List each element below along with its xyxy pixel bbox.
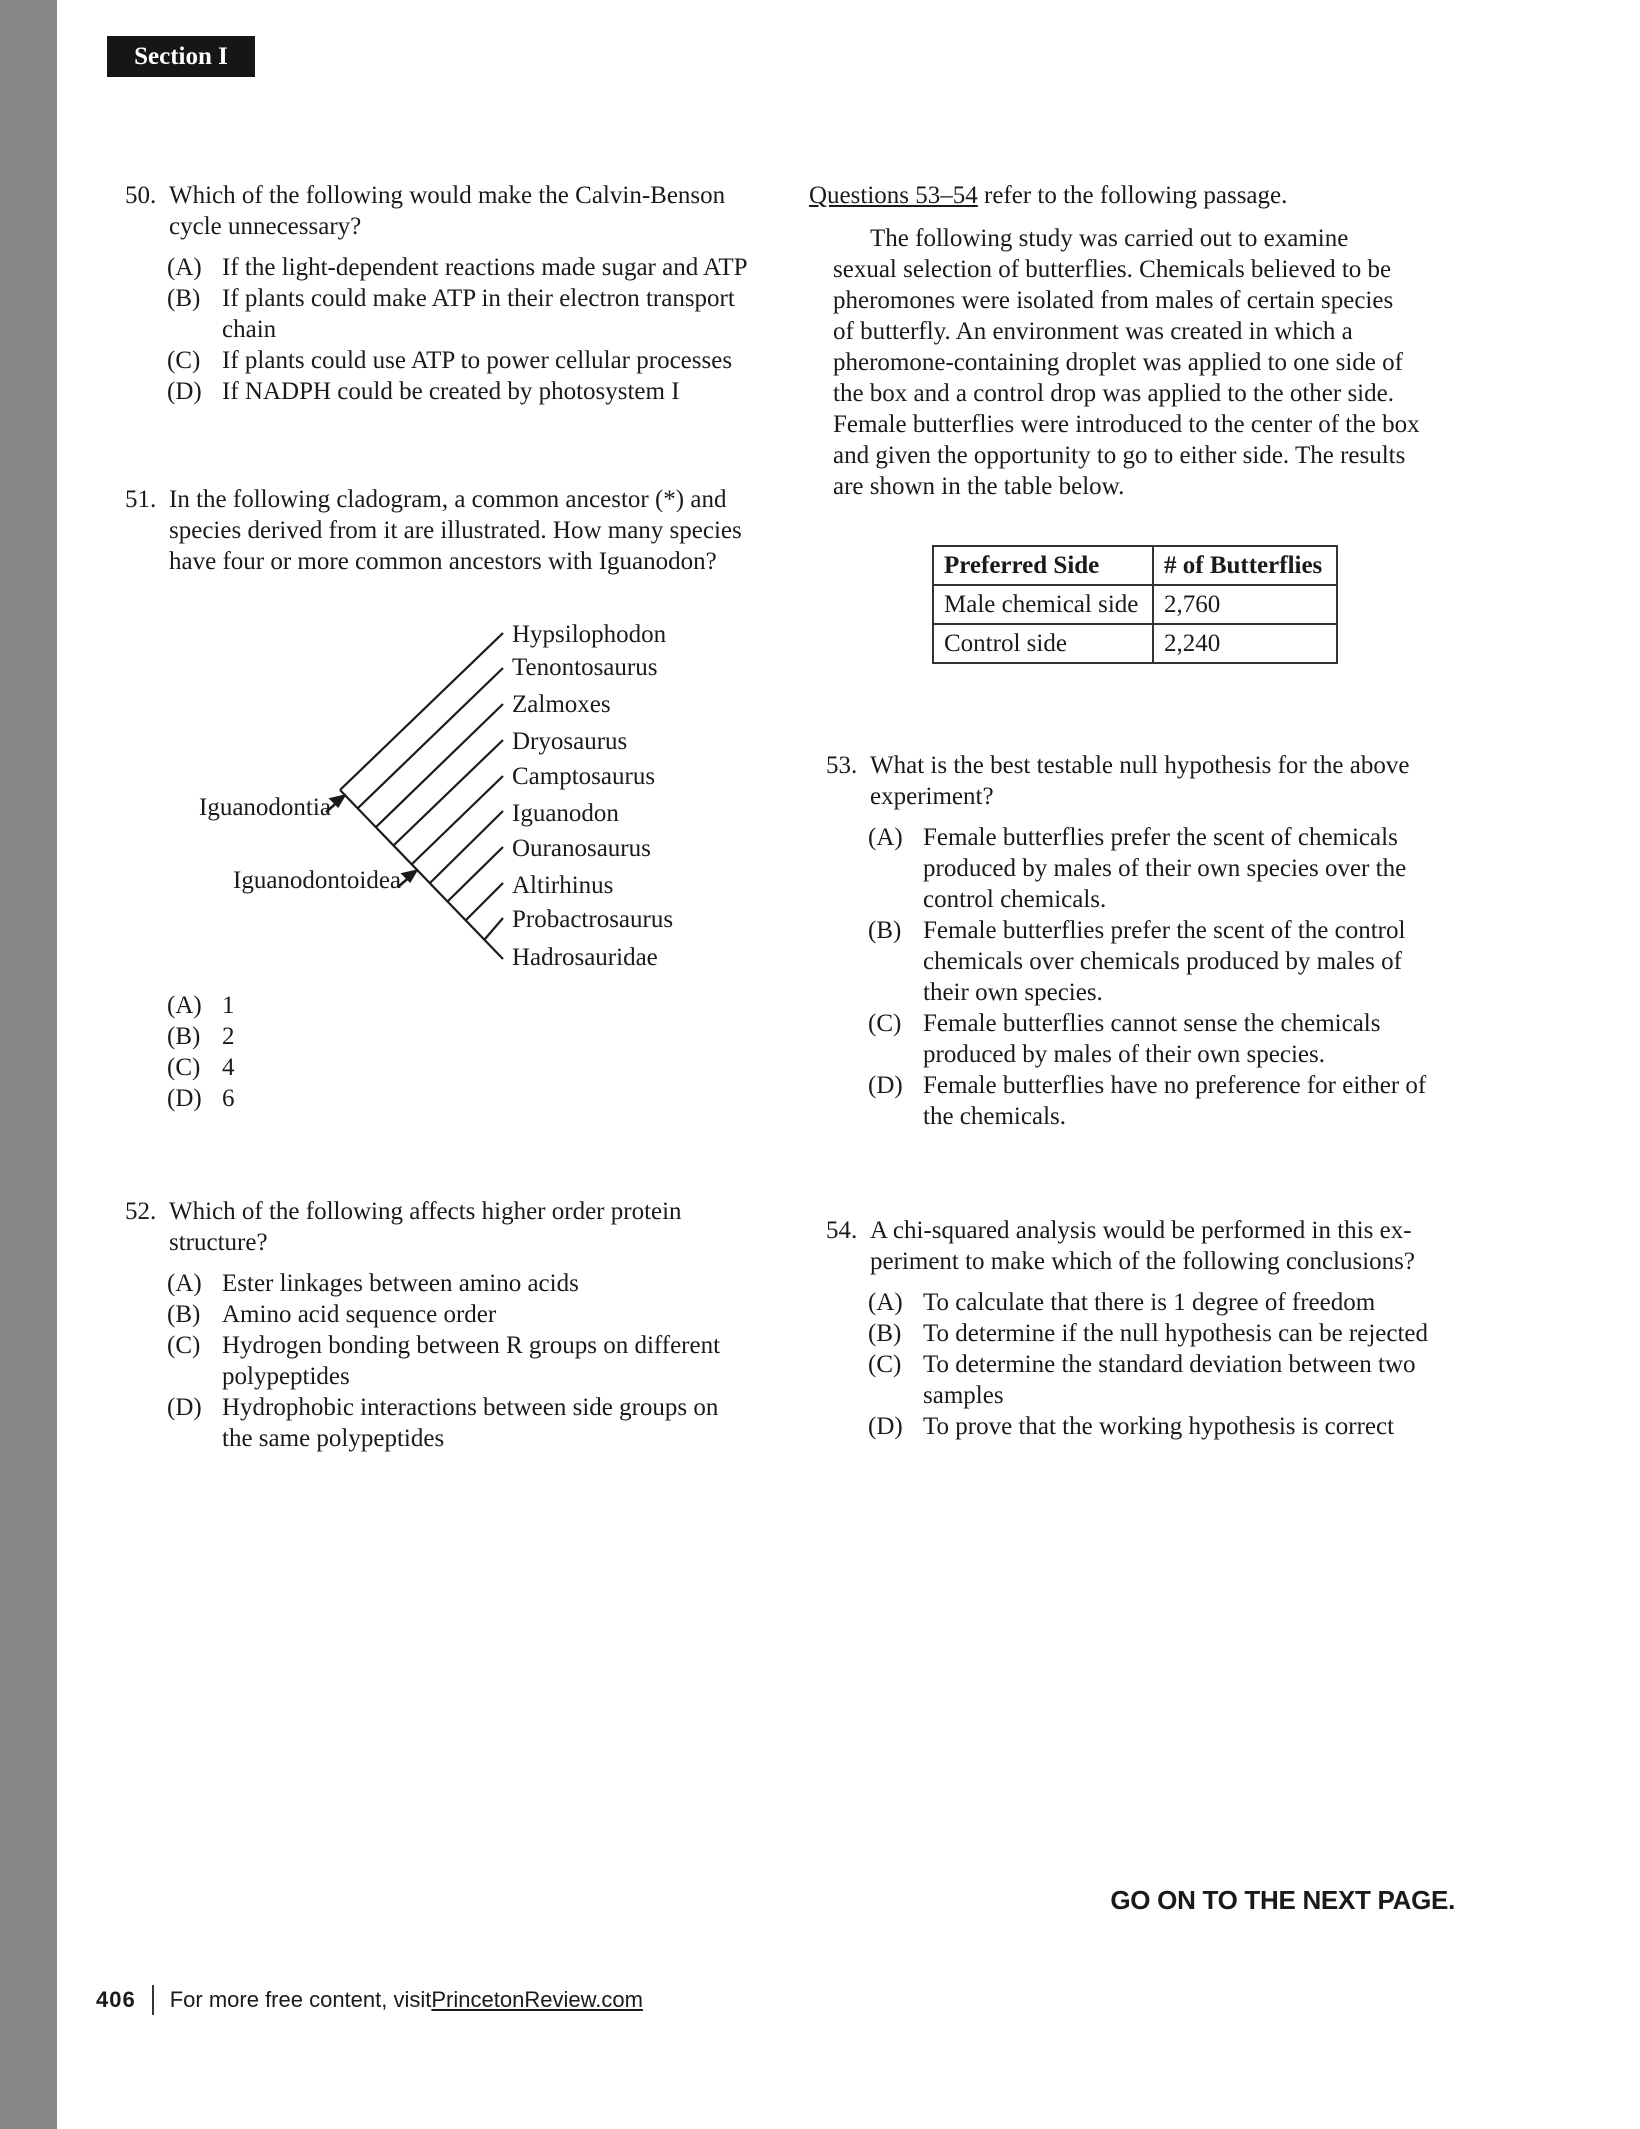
question-number: 54. (826, 1217, 858, 1244)
question-number: 50. (125, 182, 157, 209)
taxon-label: Hadrosauridae (512, 944, 658, 971)
cladogram (180, 600, 700, 980)
page-number: 406 (96, 1987, 136, 2012)
option-b[interactable]: (B) 2 (167, 1023, 235, 1050)
option-a[interactable]: (A) 1 (167, 992, 235, 1019)
question-stem: 51. In the following cladogram, a common ancestor (*) and species derived from it are illustrated. How many species have four or more common ancestors with Iguanodon? (125, 486, 742, 575)
option-a[interactable]: (A) Female butterflies prefer the scent of chemicals produced by males of their own species over the control chemicals. (868, 824, 1407, 913)
taxon-label: Ouranosaurus (512, 835, 651, 862)
page-footer (96, 1985, 643, 2015)
footer-divider (152, 1985, 154, 2015)
section-label: Section I (107, 36, 255, 77)
option-c[interactable]: (C) To determine the standard deviation between two samples (868, 1351, 1416, 1409)
question-52 (125, 1196, 785, 1454)
taxon-label: Iguanodon (512, 800, 619, 827)
table-row: Male chemical side 2,760 (933, 585, 1337, 624)
next-page-notice: GO ON TO THE NEXT PAGE. (1110, 1885, 1455, 1915)
question-stem: 52. Which of the following affects higher order protein structure? (125, 1198, 682, 1256)
option-d[interactable]: (D) If NADPH could be created by photosystem I (167, 378, 680, 405)
taxon-label: Dryosaurus (512, 728, 628, 755)
question-number: 51. (125, 486, 157, 513)
option-c[interactable]: (C) 4 (167, 1054, 235, 1081)
question-stem: 54. A chi-squared analysis would be performed in this ex- periment to make which of the following conclusions? (826, 1217, 1416, 1275)
option-a[interactable]: (A) Ester linkages between amino acids (167, 1270, 579, 1297)
question-51 (125, 484, 785, 577)
question-53 (826, 750, 1486, 1132)
table-row: Control side 2,240 (933, 624, 1337, 663)
option-d[interactable]: (D) Hydrophobic interactions between side groups on the same polypeptides (167, 1394, 719, 1452)
taxon-label: Camptosaurus (512, 763, 656, 790)
taxon-label: Probactrosaurus (512, 906, 674, 933)
option-b[interactable]: (B) Female butterflies prefer the scent of the control chemicals over chemicals produced by males of their own species. (868, 917, 1406, 1006)
question-51-options (125, 990, 425, 1114)
question-number: 53. (826, 752, 858, 779)
node-label-iguanodontia: Iguanodontia (199, 794, 331, 821)
passage: The following study was carried out to examine sexual selection of butterflies. Chemicals believed to be pheromones were isolated from males of certain species of butterfly. An environment was created in which a pheromone-containing droplet was applied to one side of the box and a control drop was applied to the other side. Female butterflies were introduced to the center of the box and given the opportunity to go to either side. The results are shown in the table below. (833, 225, 1420, 500)
option-b[interactable]: (B) To determine if the null hypothesis can be rejected (868, 1320, 1429, 1347)
footer-link[interactable]: PrincetonReview.com (431, 1987, 643, 2012)
option-c[interactable]: (C) If plants could use ATP to power cellular processes (167, 347, 733, 374)
taxon-label: Tenontosaurus (512, 654, 658, 681)
answer-options (826, 822, 1486, 1132)
option-a[interactable]: (A) To calculate that there is 1 degree of freedom (868, 1289, 1376, 1316)
option-d[interactable]: (D) Female butterflies have no preference for either of the chemicals. (868, 1072, 1427, 1130)
option-c[interactable]: (C) Hydrogen bonding between R groups on different polypeptides (167, 1332, 721, 1390)
option-b[interactable]: (B) Amino acid sequence order (167, 1301, 497, 1328)
footer-text: For more free content, visit (169, 1987, 432, 2012)
node-label-iguanodontoidea: Iguanodontoidea (233, 867, 402, 894)
table-header-row: Preferred Side # of Butterflies (933, 546, 1337, 585)
answer-options (826, 1287, 1486, 1442)
page-edge-bar (0, 0, 57, 2129)
question-54 (826, 1215, 1486, 1442)
taxon-label: Hypsilophodon (512, 621, 667, 648)
results-table (932, 545, 1338, 664)
option-d[interactable]: (D) To prove that the working hypothesis is correct (868, 1413, 1395, 1440)
option-a[interactable]: (A) If the light-dependent reactions made sugar and ATP (167, 254, 748, 281)
question-50 (125, 180, 765, 407)
answer-options (125, 252, 765, 407)
taxon-label: Altirhinus (512, 872, 614, 899)
option-b[interactable]: (B) If plants could make ATP in their electron transport chain (167, 285, 735, 343)
question-stem: 50. Which of the following would make the Calvin-Benson cycle unnecessary? (125, 182, 726, 240)
option-d[interactable]: (D) 6 (167, 1085, 235, 1112)
question-number: 52. (125, 1198, 157, 1225)
answer-options (125, 1268, 785, 1454)
taxon-label: Zalmoxes (512, 691, 611, 718)
option-c[interactable]: (C) Female butterflies cannot sense the chemicals produced by males of their own species. (868, 1010, 1381, 1068)
question-stem: 53. What is the best testable null hypothesis for the above experiment? (826, 752, 1410, 810)
passage-intro: Questions 53–54 refer to the following passage. (809, 182, 1288, 209)
